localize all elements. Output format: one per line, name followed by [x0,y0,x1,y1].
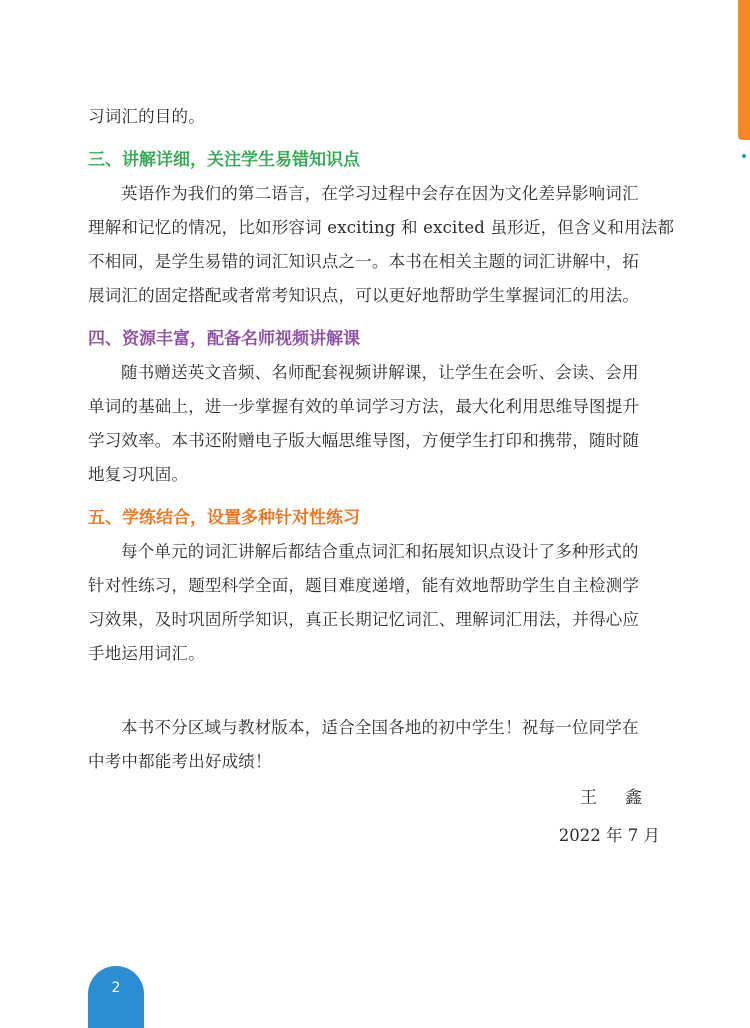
page-number: 2 [111,980,121,996]
intro-tail-line: 习词汇的目的。 [88,107,205,126]
page-number-badge [88,966,144,1028]
closing-line: 本书不分区域与教材版本，适合全国各地的初中学生！祝每一位同学在 [121,718,639,737]
paragraph-line: 单词的基础上，进一步掌握有效的单词学习方法，最大化利用思维导图提升 [88,397,640,416]
paragraph-line: 不相同，是学生易错的词汇知识点之一。本书在相关主题的词汇讲解中，拓 [88,252,640,271]
paragraph-line: 手地运用词汇。 [88,644,205,663]
edge-dot-decoration [742,154,746,158]
section-heading-4: 四、资源丰富，配备名师视频讲解课 [88,329,360,349]
paragraph-line: 理解和记忆的情况，比如形容词 exciting 和 excited 虽形近，但含义和用法都 [88,218,675,237]
closing-line: 中考中都能考出好成绩！ [88,752,272,771]
paragraph-line: 学习效率。本书还附赠电子版大幅思维导图，方便学生打印和携带，随时随 [88,431,640,450]
paragraph-line: 英语作为我们的第二语言，在学习过程中会存在因为文化差异影响词汇 [121,184,639,203]
signature-block [559,783,660,853]
closing-paragraph [88,711,668,779]
paragraph-line: 展词汇的固定搭配或者常考知识点，可以更好地帮助学生掌握词汇的用法。 [88,286,640,305]
author-given-name: 鑫 [625,788,642,808]
paragraph-line: 每个单元的词汇讲解后都结合重点词汇和拓展知识点设计了多种形式的 [121,542,639,561]
author-name [559,783,660,813]
author-surname: 王 [580,788,597,808]
body-text [88,100,675,779]
paragraph-line: 地复习巩固。 [88,465,189,484]
paragraph-line: 针对性练习，题型科学全面，题目难度递增，能有效地帮助学生自主检测学 [88,576,640,595]
section-3 [88,143,675,313]
paragraph-line: 随书赠送英文音频、名师配套视频讲解课，让学生在会听、会读、会用 [121,363,639,382]
section-heading-5: 五、学练结合，设置多种针对性练习 [88,508,360,528]
section-heading-3: 三、讲解详细，关注学生易错知识点 [88,150,360,170]
edge-tab-decoration [738,0,750,140]
signature-date: 2022 年 7 月 [558,826,660,845]
paragraph-line: 习效果，及时巩固所学知识，真正长期记忆词汇、理解词汇用法，并得心应 [88,610,640,629]
section-4 [88,322,668,492]
section-5 [88,501,668,671]
spacer [88,671,668,711]
